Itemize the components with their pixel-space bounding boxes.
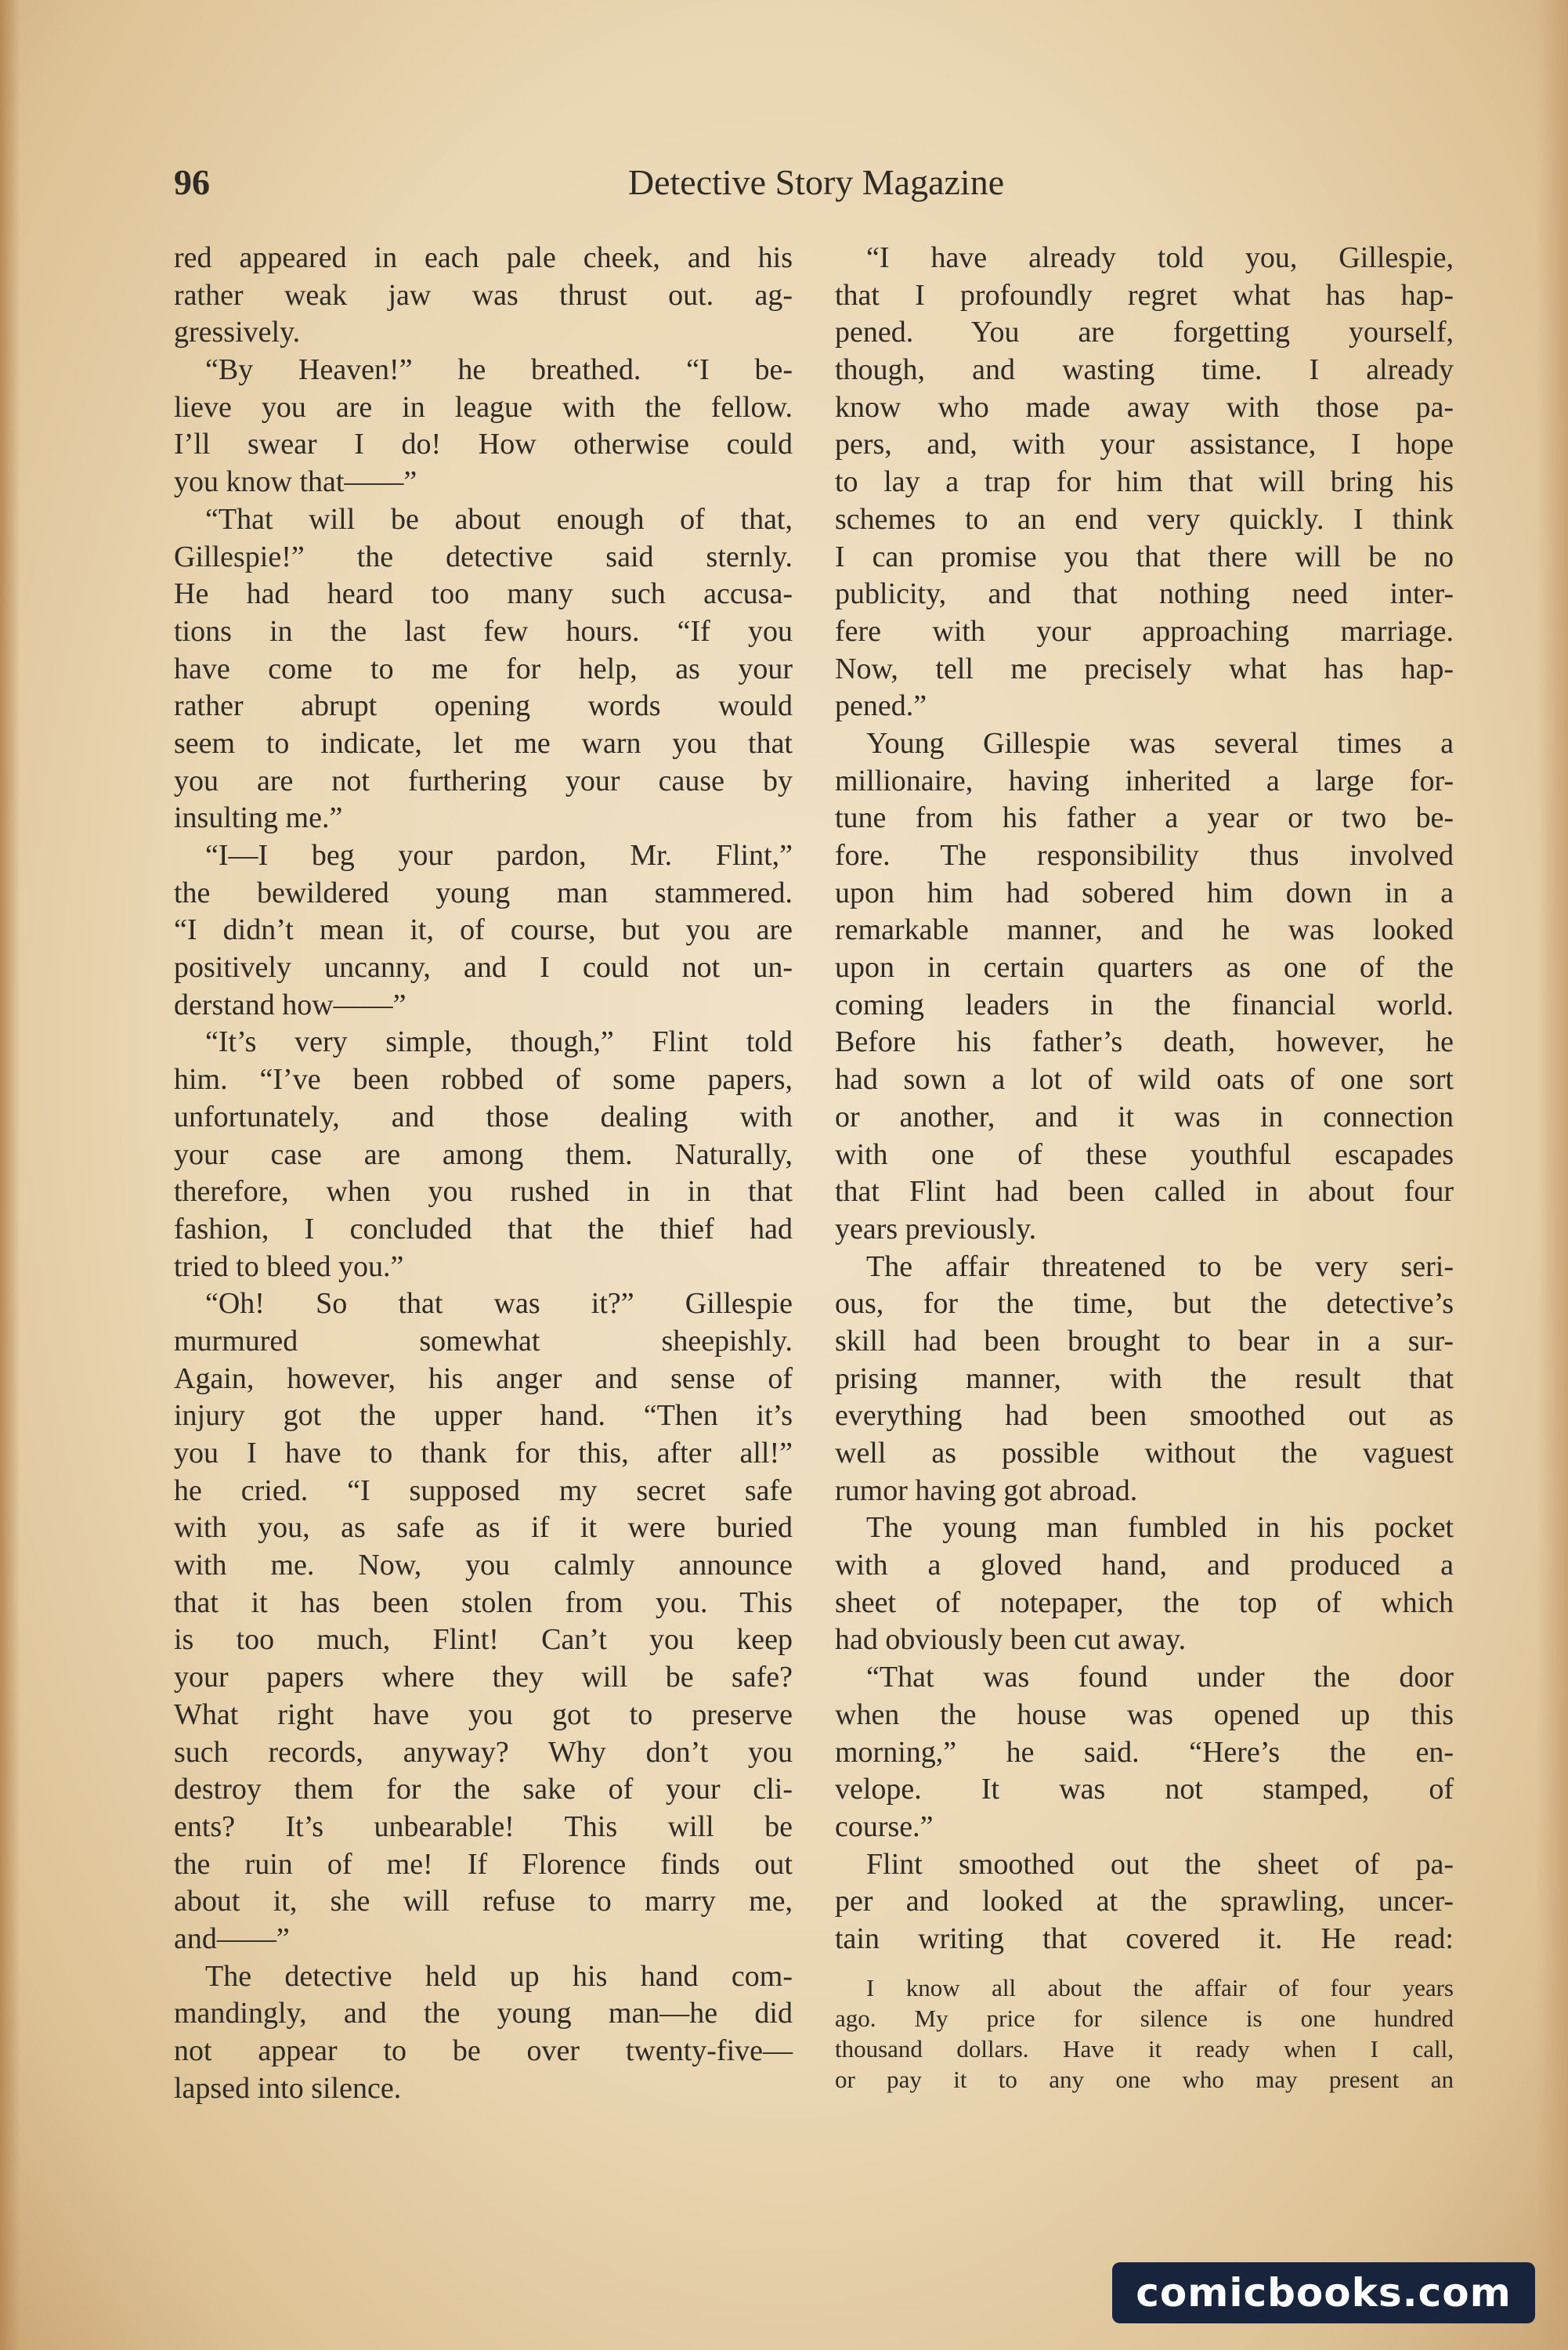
text-line: Before his father’s death, however, he — [835, 1025, 1454, 1059]
text-line: when the house was opened up this — [835, 1697, 1454, 1731]
text-line: with one of these youthful escapades — [835, 1137, 1454, 1171]
text-line: such records, anyway? Why don’t you — [174, 1735, 793, 1769]
text-line: I can promise you that there will be no — [835, 540, 1454, 573]
text-line: to lay a trap for him that will bring his — [835, 465, 1454, 499]
text-line: publicity, and that nothing need inter- — [835, 577, 1454, 611]
text-line: unfortunately, and those dealing with — [174, 1100, 793, 1133]
letter-line: or pay it to any one who may present an — [835, 2065, 1454, 2093]
left-column — [174, 240, 793, 2107]
text-line: he cried. “I supposed my secret safe — [174, 1473, 793, 1507]
letter-line: I know all about the affair of four years — [866, 1973, 1454, 2001]
text-line: murmured somewhat sheepishly. — [174, 1324, 793, 1358]
text-line: not appear to be over twenty-five— — [174, 2034, 793, 2067]
text-line: tions in the last few hours. “If you — [174, 614, 793, 648]
text-line: insulting me.” — [174, 801, 343, 835]
text-line: mandingly, and the young man—he did — [174, 1997, 793, 2030]
text-line: everything had been smoothed out as — [835, 1399, 1454, 1433]
text-line: morning,” he said. “Here’s the en- — [835, 1735, 1454, 1769]
text-line: rumor having got abroad. — [835, 1473, 1138, 1507]
letter-line: thousand dollars. Have it ready when I call, — [835, 2034, 1454, 2063]
text-line: you are not furthering your cause by — [174, 764, 793, 797]
text-line: him. “I’ve been robbed of some papers, — [174, 1063, 793, 1097]
text-line: lapsed into silence. — [174, 2071, 402, 2105]
text-line: pers, and, with your assistance, I hope — [835, 428, 1454, 461]
text-line: schemes to an end very quickly. I think — [835, 502, 1454, 536]
text-line: know who made away with those pa- — [835, 390, 1454, 424]
text-line: or another, and it was in connection — [835, 1100, 1454, 1133]
text-line: “I didn’t mean it, of course, but you are — [174, 913, 793, 947]
page-edge-left — [0, 0, 20, 2350]
page-header — [174, 161, 1458, 216]
text-line: seem to indicate, let me warn you that — [174, 726, 793, 760]
running-title: Detective Story Magazine — [627, 162, 1005, 202]
text-line: red appeared in each pale cheek, and his — [174, 241, 793, 274]
text-line: with you, as safe as if it were buried — [174, 1511, 793, 1545]
text-line: sheet of notepaper, the top of which — [835, 1585, 1454, 1619]
text-line: derstand how——” — [174, 988, 406, 1021]
text-line: Young Gillespie was several times a — [866, 726, 1454, 760]
watermark-badge — [1112, 2262, 1535, 2323]
text-line: well as possible without the vaguest — [835, 1437, 1454, 1470]
text-line: your case are among them. Naturally, — [174, 1137, 793, 1171]
text-line: “That will be about enough of that, — [205, 502, 793, 536]
text-line: fore. The responsibility thus involved — [835, 839, 1454, 872]
text-line: Now, tell me precisely what has hap- — [835, 652, 1454, 685]
text-line: velope. It was not stamped, of — [835, 1773, 1454, 1806]
text-line: “By Heaven!” he breathed. “I be- — [205, 353, 793, 387]
text-line: prising manner, with the result that — [835, 1361, 1454, 1395]
text-line: upon him had sobered him down in a — [835, 876, 1454, 909]
text-line: therefore, when you rushed in in that — [174, 1175, 793, 1209]
text-line: fere with your approaching marriage. — [835, 614, 1454, 648]
text-line: the ruin of me! If Florence finds out — [174, 1847, 793, 1881]
text-line: ous, for the time, but the detective’s — [835, 1287, 1454, 1321]
text-line: “It’s very simple, though,” Flint told — [205, 1025, 793, 1059]
text-line: tune from his father a year or two be- — [835, 801, 1454, 835]
text-line: years previously. — [835, 1212, 1037, 1246]
text-line: though, and wasting time. I already — [835, 353, 1454, 387]
text-line: tain writing that covered it. He read: — [835, 1922, 1454, 1955]
text-line: skill had been brought to bear in a sur- — [835, 1324, 1454, 1358]
text-line: The detective held up his hand com- — [205, 1959, 793, 1993]
text-line: with me. Now, you calmly announce — [174, 1549, 793, 1582]
text-line: Gillespie!” the detective said sternly. — [174, 540, 793, 573]
text-line: that it has been stolen from you. This — [174, 1585, 793, 1619]
text-line: had sown a lot of wild oats of one sort — [835, 1063, 1454, 1097]
right-column — [835, 240, 1454, 2095]
text-line: per and looked at the sprawling, uncer- — [835, 1885, 1454, 1918]
text-line: upon in certain quarters as one of the — [835, 951, 1454, 985]
text-line: pened. You are forgetting yourself, — [835, 316, 1454, 349]
text-line: The affair threatened to be very seri- — [866, 1249, 1454, 1283]
page-edge-right — [1537, 0, 1568, 2350]
text-line: coming leaders in the financial world. — [835, 988, 1454, 1021]
text-line: “Oh! So that was it?” Gillespie — [205, 1287, 793, 1321]
text-line: course.” — [835, 1810, 934, 1843]
text-line: Again, however, his anger and sense of — [174, 1361, 793, 1395]
text-line: fashion, I concluded that the thief had — [174, 1212, 793, 1246]
text-line: destroy them for the sake of your cli- — [174, 1773, 793, 1806]
text-line: that Flint had been called in about four — [835, 1175, 1454, 1209]
text-line: lieve you are in league with the fellow. — [174, 390, 793, 424]
text-line: about it, she will refuse to marry me, — [174, 1885, 793, 1918]
text-line: ents? It’s unbearable! This will be — [174, 1810, 793, 1843]
text-line: What right have you got to preserve — [174, 1697, 793, 1731]
text-line: I’ll swear I do! How otherwise could — [174, 428, 793, 461]
page-number: 96 — [174, 162, 210, 202]
text-line: He had heard too many such accusa- — [174, 577, 793, 611]
quoted-letter — [835, 1972, 1454, 2095]
text-line: rather abrupt opening words would — [174, 689, 793, 723]
letter-line: ago. My price for silence is one hundred — [835, 2004, 1454, 2032]
text-line: “I have already told you, Gillespie, — [866, 241, 1454, 274]
text-line: you know that——” — [174, 465, 417, 499]
text-line: injury got the upper hand. “Then it’s — [174, 1399, 793, 1433]
text-line: “That was found under the door — [866, 1661, 1454, 1694]
watermark-text: comicbooks.com — [1136, 2270, 1512, 2316]
text-line: remarkable manner, and he was looked — [835, 913, 1454, 947]
text-line: that I profoundly regret what has hap- — [835, 278, 1454, 312]
text-line: positively uncanny, and I could not un- — [174, 951, 793, 985]
text-line: and——” — [174, 1922, 290, 1955]
text-line: the bewildered young man stammered. — [174, 876, 793, 909]
text-line: your papers where they will be safe? — [174, 1661, 793, 1694]
text-line: rather weak jaw was thrust out. ag- — [174, 278, 793, 312]
text-line: had obviously been cut away. — [835, 1623, 1187, 1657]
text-line: pened.” — [835, 689, 927, 723]
text-line: you I have to thank for this, after all!” — [174, 1437, 793, 1470]
text-line: “I—I beg your pardon, Mr. Flint,” — [205, 839, 793, 872]
text-line: gressively. — [174, 316, 301, 349]
text-line: millionaire, having inherited a large for- — [835, 764, 1454, 797]
text-line: The young man fumbled in his pocket — [866, 1511, 1454, 1545]
text-line: is too much, Flint! Can’t you keep — [174, 1623, 793, 1657]
text-line: Flint smoothed out the sheet of pa- — [866, 1847, 1454, 1881]
text-line: with a gloved hand, and produced a — [835, 1549, 1454, 1582]
text-line: tried to bleed you.” — [174, 1249, 404, 1283]
text-line: have come to me for help, as your — [174, 652, 793, 685]
